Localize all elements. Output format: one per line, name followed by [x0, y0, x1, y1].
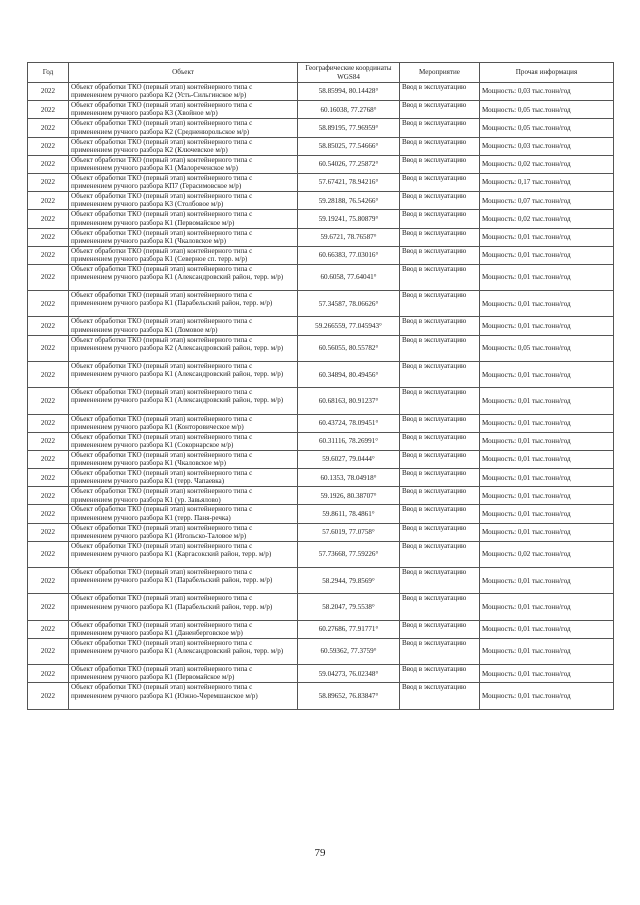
cell-info: Мощность: 0,03 тыс.тонн/год [480, 137, 614, 155]
cell-object: Объект обработки ТКО (первый этап) контейнерного типа с применением ручного разбора К2 (Александровский район, терр. м/р) [69, 335, 298, 361]
cell-event: Ввод в эксплуатацию [400, 432, 480, 450]
cell-object: Объект обработки ТКО (первый этап) контейнерного типа с применением ручного разбора К1 (Игольско-Таловое м/р) [69, 523, 298, 541]
cell-year: 2022 [28, 505, 69, 523]
header-year: Год [28, 63, 69, 83]
table-row [28, 335, 614, 361]
cell-info: Мощность: 0,02 тыс.тонн/год [480, 541, 614, 567]
cell-object: Объект обработки ТКО (первый этап) контейнерного типа с применением ручного разбора К1 (Ломовое м/р) [69, 317, 298, 335]
cell-event: Ввод в эксплуатацию [400, 568, 480, 594]
cell-year: 2022 [28, 192, 69, 210]
cell-object: Объект обработки ТКО (первый этап) контейнерного типа с применением ручного разбора К2 (Усть-Сильгинское м/р) [69, 83, 298, 101]
cell-info: Мощность: 0,07 тыс.тонн/год [480, 192, 614, 210]
cell-info: Мощность: 0,01 тыс.тонн/год [480, 683, 614, 709]
cell-coords: 58.2047, 79.5538° [298, 594, 400, 620]
table-row [28, 541, 614, 567]
cell-object: Объект обработки ТКО (первый этап) контейнерного типа с применением ручного разбора К1 (Южно-Черемшанское м/р) [69, 683, 298, 709]
cell-object: Объект обработки ТКО (первый этап) контейнерного типа с применением ручного разбора К1 (Парабельский район, терр. м/р) [69, 594, 298, 620]
cell-year: 2022 [28, 228, 69, 246]
cell-object: Объект обработки ТКО (первый этап) контейнерного типа с применением ручного разбора К1 (ур. Завьялово) [69, 487, 298, 505]
cell-event: Ввод в эксплуатацию [400, 487, 480, 505]
table-row [28, 210, 614, 228]
cell-event: Ввод в эксплуатацию [400, 683, 480, 709]
table-row [28, 119, 614, 137]
table-row [28, 665, 614, 683]
cell-object: Объект обработки ТКО (первый этап) контейнерного типа с применением ручного разбора К1 (Первомайское м/р) [69, 665, 298, 683]
cell-coords: 57.73668, 77.59226° [298, 541, 400, 567]
cell-object: Объект обработки ТКО (первый этап) контейнерного типа с применением ручного разбора КП7 (Герасимовское м/р) [69, 173, 298, 191]
cell-event: Ввод в эксплуатацию [400, 335, 480, 361]
cell-event: Ввод в эксплуатацию [400, 291, 480, 317]
cell-coords: 58.89652, 76.83847° [298, 683, 400, 709]
table-row [28, 683, 614, 709]
table-row [28, 594, 614, 620]
table-row [28, 469, 614, 487]
cell-year: 2022 [28, 638, 69, 664]
cell-year: 2022 [28, 469, 69, 487]
cell-event: Ввод в эксплуатацию [400, 414, 480, 432]
cell-year: 2022 [28, 335, 69, 361]
cell-coords: 59.266559, 77.045943° [298, 317, 400, 335]
cell-year: 2022 [28, 264, 69, 290]
cell-coords: 60.43724, 78.09451° [298, 414, 400, 432]
cell-year: 2022 [28, 291, 69, 317]
cell-info: Мощность: 0,03 тыс.тонн/год [480, 83, 614, 101]
cell-year: 2022 [28, 620, 69, 638]
cell-object: Объект обработки ТКО (первый этап) контейнерного типа с применением ручного разбора К1 (Чкаловское м/р) [69, 228, 298, 246]
cell-info: Мощность: 0,01 тыс.тонн/год [480, 414, 614, 432]
cell-event: Ввод в эксплуатацию [400, 450, 480, 468]
cell-event: Ввод в эксплуатацию [400, 101, 480, 119]
cell-object: Объект обработки ТКО (первый этап) контейнерного типа с применением ручного разбора К3 (Хвойное м/р) [69, 101, 298, 119]
cell-coords: 60.68163, 80.91237° [298, 388, 400, 414]
cell-coords: 59.04273, 76.02348° [298, 665, 400, 683]
cell-info: Мощность: 0,01 тыс.тонн/год [480, 228, 614, 246]
cell-coords: 58.85994, 80.14428° [298, 83, 400, 101]
cell-year: 2022 [28, 210, 69, 228]
table-row [28, 414, 614, 432]
cell-coords: 58.2944, 79.8569° [298, 568, 400, 594]
cell-object: Объект обработки ТКО (первый этап) контейнерного типа с применением ручного разбора К1 (Сокорнарское м/р) [69, 432, 298, 450]
cell-year: 2022 [28, 119, 69, 137]
cell-event: Ввод в эксплуатацию [400, 155, 480, 173]
cell-object: Объект обработки ТКО (первый этап) контейнерного типа с применением ручного разбора К1 (терр. Чапаевка) [69, 469, 298, 487]
cell-object: Объект обработки ТКО (первый этап) контейнерного типа с применением ручного разбора К1 (Александровский район, терр. м/р) [69, 388, 298, 414]
cell-coords: 59.19241, 75.80879° [298, 210, 400, 228]
table-row [28, 361, 614, 387]
cell-event: Ввод в эксплуатацию [400, 228, 480, 246]
cell-event: Ввод в эксплуатацию [400, 523, 480, 541]
cell-coords: 59.6721, 78.76587° [298, 228, 400, 246]
cell-coords: 60.1353, 78.04918° [298, 469, 400, 487]
cell-coords: 60.34894, 80.49456° [298, 361, 400, 387]
cell-object: Объект обработки ТКО (первый этап) контейнерного типа с применением ручного разбора К1 (Александровский район, терр. м/р) [69, 638, 298, 664]
table-row [28, 388, 614, 414]
cell-object: Объект обработки ТКО (первый этап) контейнерного типа с применением ручного разбора К1 (Северное сп. терр. м/р) [69, 246, 298, 264]
cell-coords: 60.56055, 80.55782° [298, 335, 400, 361]
cell-coords: 60.59362, 77.3759° [298, 638, 400, 664]
cell-year: 2022 [28, 101, 69, 119]
header-object: Объект [69, 63, 298, 83]
cell-info: Мощность: 0,01 тыс.тонн/год [480, 523, 614, 541]
cell-info: Мощность: 0,01 тыс.тонн/год [480, 665, 614, 683]
cell-info: Мощность: 0,17 тыс.тонн/год [480, 173, 614, 191]
cell-event: Ввод в эксплуатацию [400, 137, 480, 155]
page-number: 79 [314, 847, 326, 859]
cell-coords: 60.27686, 77.91771° [298, 620, 400, 638]
cell-coords: 59.1926, 80.38707° [298, 487, 400, 505]
cell-event: Ввод в эксплуатацию [400, 264, 480, 290]
table-row [28, 487, 614, 505]
cell-coords: 57.6019, 77.0758° [298, 523, 400, 541]
cell-info: Мощность: 0,01 тыс.тонн/год [480, 469, 614, 487]
cell-coords: 59.28188, 76.54266° [298, 192, 400, 210]
cell-year: 2022 [28, 83, 69, 101]
cell-year: 2022 [28, 137, 69, 155]
table-body [28, 83, 614, 710]
cell-object: Объект обработки ТКО (первый этап) контейнерного типа с применением ручного разбора К3 (Столбовое м/р) [69, 192, 298, 210]
cell-object: Объект обработки ТКО (первый этап) контейнерного типа с применением ручного разбора К1 (Малореченское м/р) [69, 155, 298, 173]
cell-event: Ввод в эксплуатацию [400, 317, 480, 335]
table-row [28, 137, 614, 155]
cell-info: Мощность: 0,05 тыс.тонн/год [480, 101, 614, 119]
table-header-row [28, 63, 614, 83]
cell-coords: 58.89195, 77.96959° [298, 119, 400, 137]
table-row [28, 638, 614, 664]
cell-year: 2022 [28, 414, 69, 432]
table-row [28, 450, 614, 468]
cell-event: Ввод в эксплуатацию [400, 638, 480, 664]
header-info: Прочая информация [480, 63, 614, 83]
cell-year: 2022 [28, 361, 69, 387]
cell-info: Мощность: 0,01 тыс.тонн/год [480, 594, 614, 620]
cell-info: Мощность: 0,02 тыс.тонн/год [480, 210, 614, 228]
cell-coords: 60.16038, 77.2768° [298, 101, 400, 119]
table-row [28, 83, 614, 101]
facilities-table [27, 62, 614, 710]
cell-year: 2022 [28, 317, 69, 335]
cell-year: 2022 [28, 155, 69, 173]
cell-object: Объект обработки ТКО (первый этап) контейнерного типа с применением ручного разбора К1 (Чкаловское м/р) [69, 450, 298, 468]
cell-year: 2022 [28, 246, 69, 264]
cell-event: Ввод в эксплуатацию [400, 541, 480, 567]
cell-event: Ввод в эксплуатацию [400, 83, 480, 101]
cell-year: 2022 [28, 173, 69, 191]
cell-object: Объект обработки ТКО (первый этап) контейнерного типа с применением ручного разбора К1 (Первомайское м/р) [69, 210, 298, 228]
cell-year: 2022 [28, 594, 69, 620]
table-row [28, 568, 614, 594]
cell-info: Мощность: 0,02 тыс.тонн/год [480, 155, 614, 173]
table-row [28, 155, 614, 173]
cell-info: Мощность: 0,01 тыс.тонн/год [480, 568, 614, 594]
cell-year: 2022 [28, 523, 69, 541]
cell-event: Ввод в эксплуатацию [400, 594, 480, 620]
cell-event: Ввод в эксплуатацию [400, 388, 480, 414]
cell-object: Объект обработки ТКО (первый этап) контейнерного типа с применением ручного разбора К1 (Александровский район, терр. м/р) [69, 264, 298, 290]
cell-event: Ввод в эксплуатацию [400, 119, 480, 137]
cell-coords: 58.85025, 77.54666° [298, 137, 400, 155]
table-row [28, 173, 614, 191]
cell-coords: 60.31116, 78.26991° [298, 432, 400, 450]
cell-info: Мощность: 0,01 тыс.тонн/год [480, 264, 614, 290]
cell-event: Ввод в эксплуатацию [400, 246, 480, 264]
cell-info: Мощность: 0,01 тыс.тонн/год [480, 432, 614, 450]
cell-info: Мощность: 0,01 тыс.тонн/год [480, 505, 614, 523]
table-row [28, 192, 614, 210]
cell-info: Мощность: 0,05 тыс.тонн/год [480, 335, 614, 361]
cell-event: Ввод в эксплуатацию [400, 469, 480, 487]
header-event: Мероприятие [400, 63, 480, 83]
cell-object: Объект обработки ТКО (первый этап) контейнерного типа с применением ручного разбора К1 (Конторовическое м/р) [69, 414, 298, 432]
table-row [28, 505, 614, 523]
table-row [28, 317, 614, 335]
table-row [28, 246, 614, 264]
cell-event: Ввод в эксплуатацию [400, 665, 480, 683]
cell-year: 2022 [28, 665, 69, 683]
cell-info: Мощность: 0,01 тыс.тонн/год [480, 388, 614, 414]
cell-info: Мощность: 0,01 тыс.тонн/год [480, 487, 614, 505]
cell-coords: 60.6058, 77.64041° [298, 264, 400, 290]
table-row [28, 101, 614, 119]
cell-info: Мощность: 0,05 тыс.тонн/год [480, 119, 614, 137]
cell-event: Ввод в эксплуатацию [400, 505, 480, 523]
table-row [28, 291, 614, 317]
cell-object: Объект обработки ТКО (первый этап) контейнерного типа с применением ручного разбора К1 (Парабельский район, терр. м/р) [69, 291, 298, 317]
cell-object: Объект обработки ТКО (первый этап) контейнерного типа с применением ручного разбора К1 (Парабельский район, терр. м/р) [69, 568, 298, 594]
cell-object: Объект обработки ТКО (первый этап) контейнерного типа с применением ручного разбора К1 (Каргасокский район, терр. м/р) [69, 541, 298, 567]
cell-info: Мощность: 0,01 тыс.тонн/год [480, 450, 614, 468]
cell-year: 2022 [28, 432, 69, 450]
cell-year: 2022 [28, 683, 69, 709]
cell-info: Мощность: 0,01 тыс.тонн/год [480, 620, 614, 638]
cell-object: Объект обработки ТКО (первый этап) контейнерного типа с применением ручного разбора К1 (Александровский район, терр. м/р) [69, 361, 298, 387]
table-row [28, 432, 614, 450]
cell-year: 2022 [28, 541, 69, 567]
cell-coords: 59.8611, 78.4861° [298, 505, 400, 523]
header-coords: Географические координаты WGS84 [298, 63, 400, 83]
cell-year: 2022 [28, 487, 69, 505]
cell-info: Мощность: 0,01 тыс.тонн/год [480, 638, 614, 664]
cell-info: Мощность: 0,01 тыс.тонн/год [480, 291, 614, 317]
cell-event: Ввод в эксплуатацию [400, 210, 480, 228]
cell-year: 2022 [28, 450, 69, 468]
cell-coords: 57.67421, 78.94216° [298, 173, 400, 191]
cell-year: 2022 [28, 388, 69, 414]
cell-coords: 60.54026, 77.25872° [298, 155, 400, 173]
table-row [28, 228, 614, 246]
cell-event: Ввод в эксплуатацию [400, 192, 480, 210]
cell-object: Объект обработки ТКО (первый этап) контейнерного типа с применением ручного разбора К2 (Ключевское м/р) [69, 137, 298, 155]
cell-object: Объект обработки ТКО (первый этап) контейнерного типа с применением ручного разбора К2 (Средненюрольское м/р) [69, 119, 298, 137]
cell-coords: 57.34587, 78.06626° [298, 291, 400, 317]
cell-year: 2022 [28, 568, 69, 594]
table-row [28, 620, 614, 638]
cell-info: Мощность: 0,01 тыс.тонн/год [480, 317, 614, 335]
cell-event: Ввод в эксплуатацию [400, 173, 480, 191]
cell-object: Объект обработки ТКО (первый этап) контейнерного типа с применением ручного разбора К1 (терр. Паня-речка) [69, 505, 298, 523]
cell-event: Ввод в эксплуатацию [400, 361, 480, 387]
table-row [28, 523, 614, 541]
cell-object: Объект обработки ТКО (первый этап) контейнерного типа с применением ручного разбора К1 (Даненберговское м/р) [69, 620, 298, 638]
cell-event: Ввод в эксплуатацию [400, 620, 480, 638]
cell-coords: 60.66383, 77.03016° [298, 246, 400, 264]
cell-coords: 59.6027, 79.0444° [298, 450, 400, 468]
table-row [28, 264, 614, 290]
cell-info: Мощность: 0,01 тыс.тонн/год [480, 361, 614, 387]
cell-info: Мощность: 0,01 тыс.тонн/год [480, 246, 614, 264]
